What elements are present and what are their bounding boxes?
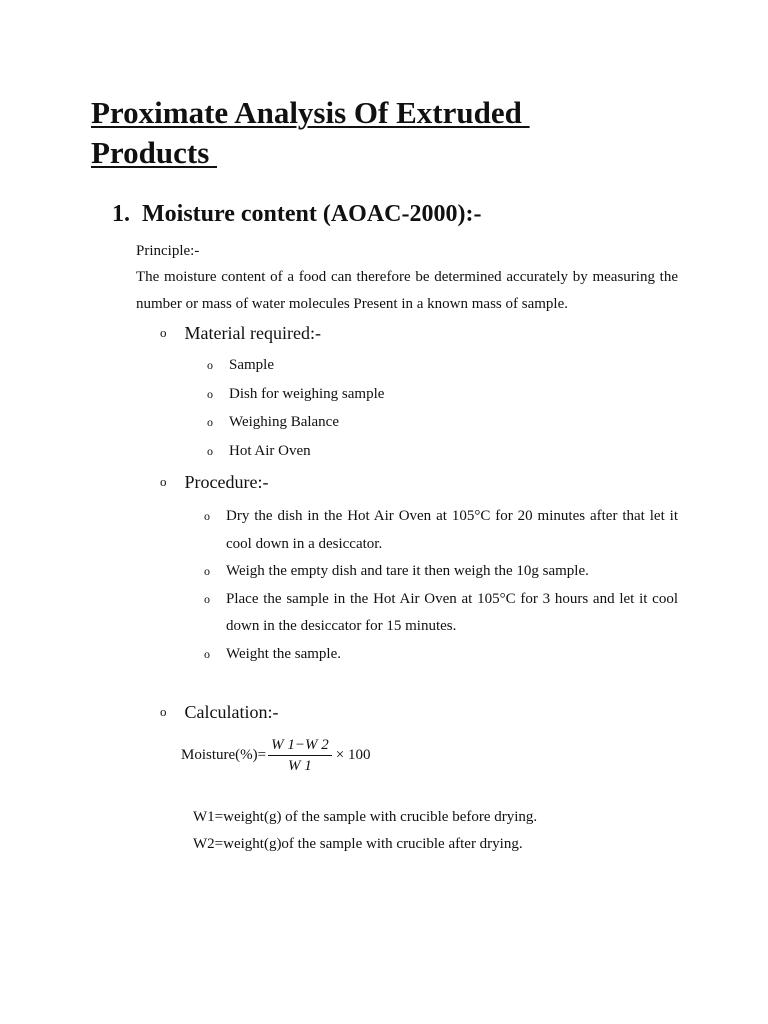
definition-w1: W1=weight(g) of the sample with crucible before drying.: [193, 809, 538, 825]
procedure-heading: [160, 470, 268, 494]
bullet-icon: o: [207, 443, 213, 458]
procedure-heading-text: Procedure:-: [184, 472, 269, 492]
bullet-icon: o: [204, 646, 210, 661]
formula-numerator: W 1−W 2: [268, 736, 332, 756]
materials-list: [207, 351, 507, 465]
bullet-icon: o: [204, 509, 210, 523]
formula-lhs: Moisture(%)=: [181, 746, 267, 763]
document-title-line1: Proximate Analysis Of Extruded: [91, 95, 530, 130]
bullet-icon: o: [207, 358, 213, 372]
materials-bullet: o: [160, 325, 167, 340]
calculation-heading: [160, 700, 278, 724]
calculation-heading-text: Calculation:-: [184, 702, 279, 722]
moisture-formula: [181, 735, 370, 775]
list-item: o Weighing Balance: [207, 408, 507, 437]
definition-w2: W2=weight(g)of the sample with crucible after drying.: [193, 836, 523, 852]
section-heading: [112, 198, 481, 230]
list-item: o Weigh the empty dish and tare it then weigh the 10g sample.: [204, 558, 678, 586]
procedure-bullet: o: [160, 474, 167, 489]
calculation-bullet: o: [160, 704, 167, 719]
list-item: o Hot Air Oven: [207, 437, 507, 466]
section-heading-text: Moisture content (AOAC-2000):-: [142, 201, 482, 227]
principle-text: The moisture content of a food can therefore be determined accurately by measuring the number or mass of water molecules Present in a known mass of sample.: [136, 269, 678, 312]
procedure-list: [204, 503, 678, 668]
bullet-icon: o: [204, 564, 210, 578]
section-number: 1.: [112, 201, 130, 227]
formula-denominator: W 1: [288, 757, 312, 774]
materials-heading-text: Material required:-: [184, 323, 321, 343]
bullet-icon: o: [207, 415, 213, 429]
document-title-line2: Products: [91, 135, 218, 170]
principle-label: Principle:-: [136, 243, 200, 259]
variable-definitions: [193, 804, 537, 858]
formula-multiplier: × 100: [335, 746, 371, 763]
bullet-icon: o: [204, 591, 210, 606]
document-title: [91, 93, 611, 173]
list-item: o Place the sample in the Hot Air Oven at 105°C for 3 hours and let it cool down in the desiccator for 15 minutes.: [204, 586, 678, 641]
list-item: o Dry the dish in the Hot Air Oven at 105°C for 20 minutes after that let it cool down in a desiccator.: [204, 503, 678, 558]
formula-fraction: [268, 736, 332, 775]
materials-heading: [160, 321, 321, 345]
list-item: o Weight the sample.: [204, 641, 678, 669]
list-item: o Dish for weighing sample: [207, 380, 507, 409]
list-item: o Sample: [207, 351, 507, 380]
bullet-icon: o: [207, 386, 213, 401]
